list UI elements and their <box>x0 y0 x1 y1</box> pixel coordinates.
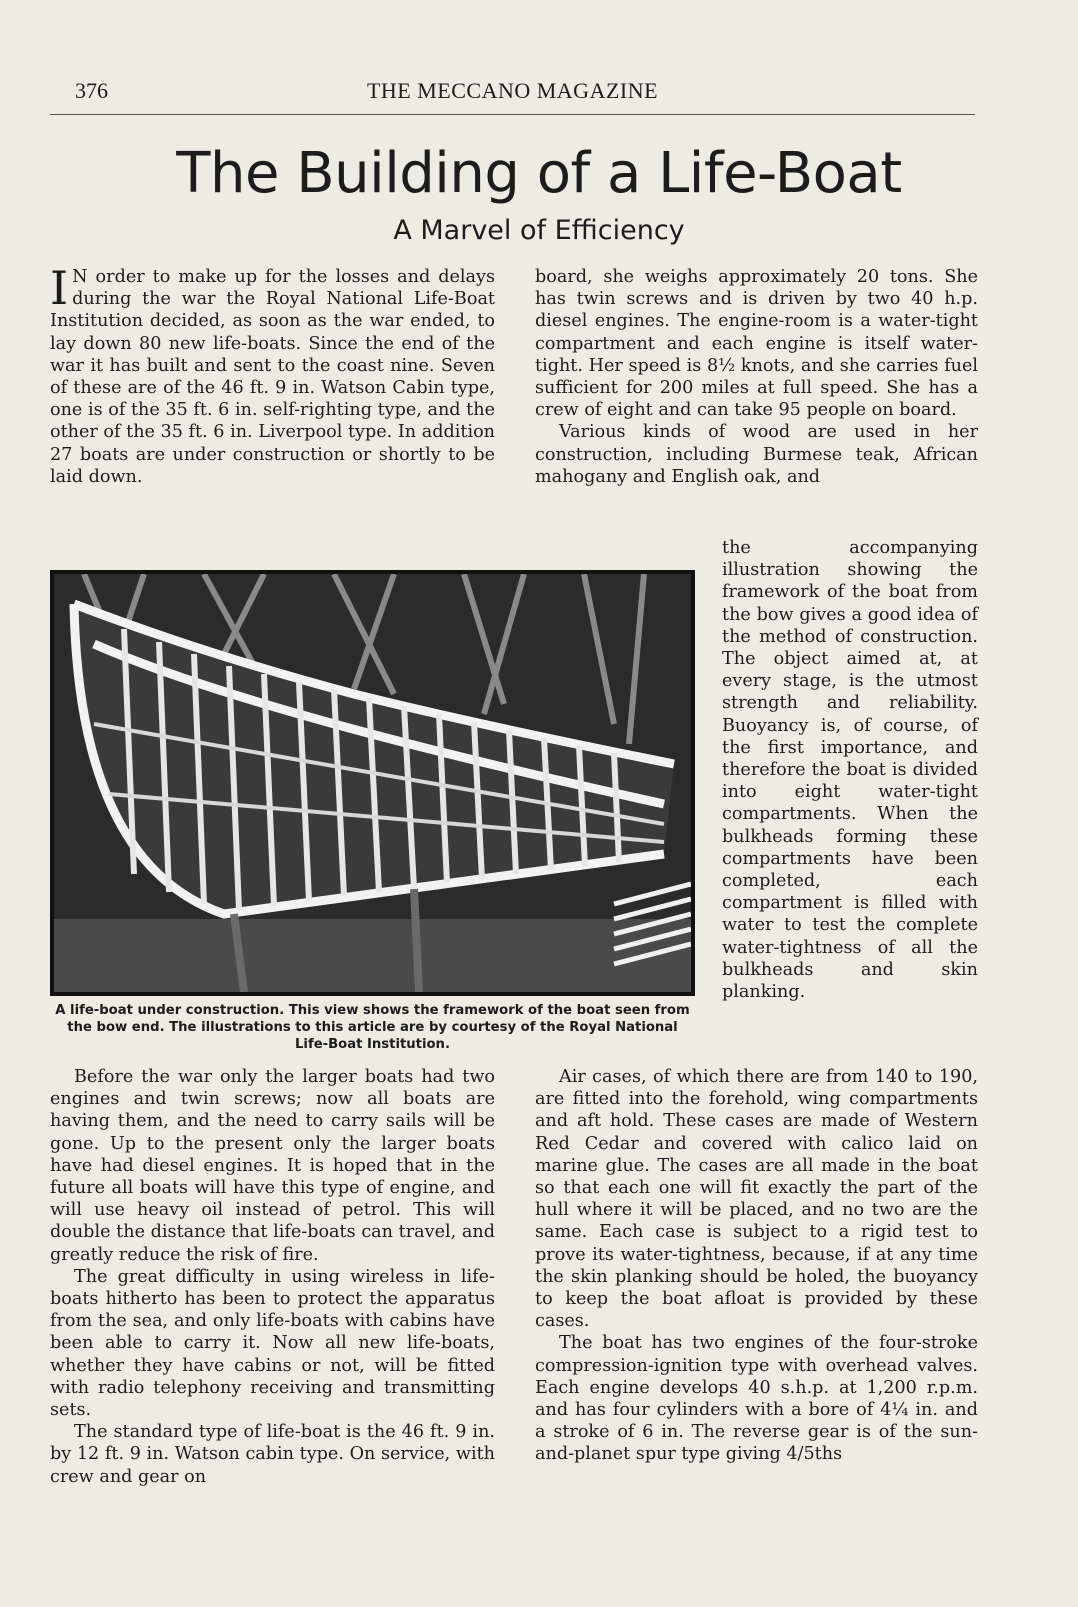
paragraph: I N order to make up for the losses and delays during the war the Royal National Life-Boat Institution decided, as soon as the war ended, to lay down 80 new life-boats. Since the end of the war it has built and sent to the coast nine. Seven of these are of the 46 ft. 9 in. Watson Cabin type, one is of the 35 ft. 6 in. self-righting type, and the other of the 35 ft. 6 in. Liverpool type. In addition 27 boats are under construction or shortly to be laid down. <box>50 261 495 487</box>
paragraph: Air cases, of which there are from 140 to 190, are fitted into the forehold, wing compartments and aft hold. These cases are made of Western Red Cedar and covered with calico laid on marine glue. The cases are all made in the boat so that each one will fit exactly the part of the hull where it will be placed, and no two are the same. Each case is subject to a rigid test to prove its water-tightness, because, if at any time the skin planking should be holed, the buoyancy to keep the boat afloat is provided by these cases. <box>535 1067 978 1332</box>
paragraph: Various kinds of wood are used in her construction, including Burmese teak, African mahogany and English oak, and <box>535 422 978 487</box>
article-subtitle: A Marvel of Efficiency <box>393 215 685 246</box>
paragraph: The great difficulty in using wireless in life-boats hitherto has been to protect the apparatus from the sea, and only life-boats with cabins have been able to carry it. Now all new life-boats, whether they have cabins or not, will be fitted with radio telephony receiving and transmitting sets. <box>50 1266 495 1421</box>
column-1-top <box>50 261 495 488</box>
header-rule <box>50 114 975 115</box>
column-2-narrow <box>722 537 978 1003</box>
column-2-bottom <box>535 1066 978 1466</box>
paragraph: the accompanying illustration showing the framework of the boat from the bow gives a good idea of the method of construction. The object aimed at, at every stage, is the utmost strength and reliability. Buoyancy is, of course, of the first importance, and therefore the boat is divided into eight water-tight compartments. When the bulkheads forming these compartments have been completed, each compartment is filled with water to test the complete water-tightness of all the bulkheads and skin planking. <box>722 538 978 1003</box>
paragraph: The boat has two engines of the four-stroke compression-ignition type with overhead valves. Each engine develops 40 s.h.p. at 1,200 r.p.m. and has four cylinders with a bore of 4¼ in. and a stroke of 6 in. The reverse gear is of the sun-and-planet spur type giving 4/5ths <box>535 1333 978 1465</box>
lifeboat-frame-photo <box>50 570 695 996</box>
magazine-title: THE MECCANO MAGAZINE <box>366 78 659 103</box>
paragraph: The standard type of life-boat is the 46 ft. 9 in. by 12 ft. 9 in. Watson cabin type. On service, with crew and gear on <box>50 1422 495 1487</box>
paragraph: Before the war only the larger boats had two engines and twin screws; now all boats are having them, and the need to carry sails will be gone. Up to the present only the larger boats have had diesel engines. It is hoped that in the future all boats will have this type of engine, and will use heavy oil instead of petrol. This will double the distance that life-boats can travel, and greatly reduce the risk of fire. <box>50 1067 495 1265</box>
column-2-top <box>535 266 978 488</box>
figure-caption: A life-boat under construction. This view shows the framework of the boat seen from the bow end. The illustrations to this article are by courtesy of the Royal National Life-Boat Institution. <box>55 1003 690 1052</box>
page-header <box>50 78 975 112</box>
article-title: The Building of a Life-Boat <box>176 141 902 206</box>
column-1-bottom <box>50 1066 495 1488</box>
paragraph: board, she weighs approximately 20 tons. She has twin screws and is driven by two 40 h.p. diesel engines. The engine-room is a water-tight compartment and each engine is itself water-tight. Her speed is 8½ knots, and she carries fuel sufficient for 200 miles at full speed. She has a crew of eight and can take 95 people on board. <box>535 267 978 421</box>
lifeboat-frame-illustration <box>54 574 691 992</box>
drop-cap: I <box>50 261 69 315</box>
page-number: 376 <box>75 78 108 103</box>
